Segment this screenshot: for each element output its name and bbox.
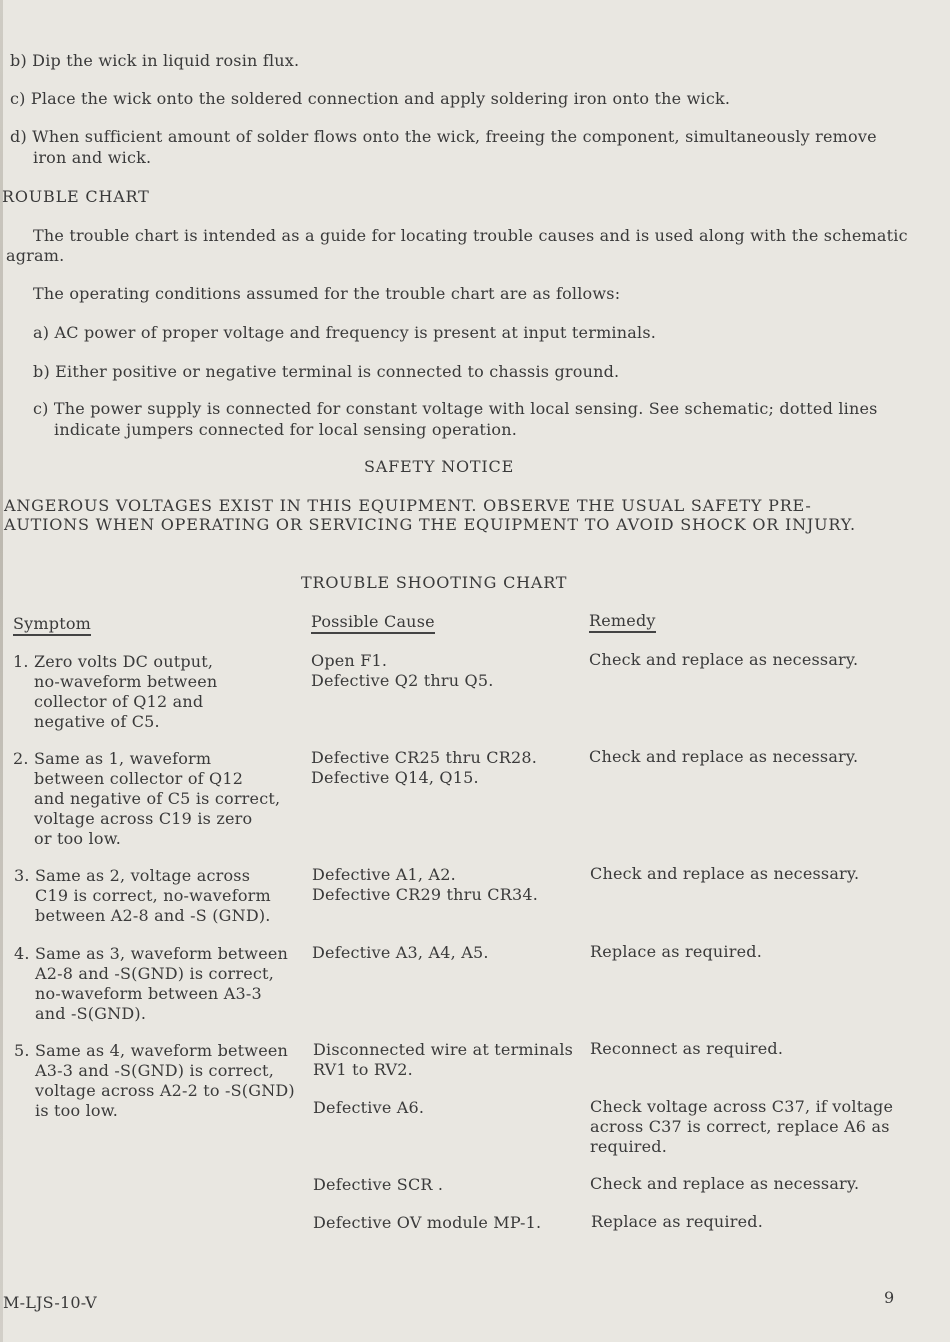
step-c: c) Place the wick onto the soldered connection and apply soldering iron onto the wick. — [10, 89, 731, 108]
row5-remedy-4: Replace as required. — [591, 1212, 763, 1231]
row1-remedy: Check and replace as necessary. — [589, 650, 859, 669]
row3-symptom: 3. Same as 2, voltage across C19 is correct, no-waveform between A2-8 and -S (GND). — [14, 866, 271, 925]
row5-symptom: 5. Same as 4, waveform between A3-3 and -S(GND) is correct, voltage across A2-2 to -S(GND) is too low. — [14, 1041, 295, 1120]
row5-cause-1: Disconnected wire at terminals RV1 to RV2. — [313, 1040, 574, 1079]
safety-notice-title: SAFETY NOTICE — [364, 457, 515, 476]
row2-cause: Defective CR25 thru CR28. Defective Q14, Q15. — [311, 748, 538, 787]
row5-cause-4: Defective OV module MP-1. — [313, 1213, 542, 1232]
row5-cause-3: Defective SCR . — [313, 1175, 444, 1194]
intro-paragraph-line2: agram. — [6, 246, 65, 265]
row1-symptom: 1. Zero volts DC output, no-waveform between collector of Q12 and negative of C5. — [13, 652, 218, 731]
header-remedy: Remedy — [589, 611, 656, 631]
intro-paragraph-line1: The trouble chart is intended as a guide for locating trouble causes and is used along with the schematic — [33, 226, 908, 245]
section-heading: ROUBLE CHART — [2, 187, 150, 206]
row5-remedy-1: Reconnect as required. — [590, 1039, 784, 1058]
row2-symptom: 2. Same as 1, waveform between collector of Q12 and negative of C5 is correct, voltage across C19 is zero or too low. — [13, 749, 281, 848]
footer-doc-id: M-LJS-10-V — [3, 1293, 97, 1312]
row3-cause: Defective A1, A2. Defective CR29 thru CR34. — [312, 865, 539, 904]
row3-remedy: Check and replace as necessary. — [590, 864, 860, 883]
row4-symptom: 4. Same as 3, waveform between A2-8 and -S(GND) is correct, no-waveform between A3-3 and -S(GND). — [14, 944, 289, 1023]
chart-title: TROUBLE SHOOTING CHART — [301, 573, 568, 592]
row1-cause: Open F1. Defective Q2 thru Q5. — [311, 651, 494, 690]
step-b: b) Dip the wick in liquid rosin flux. — [10, 51, 300, 70]
row5-remedy-3: Check and replace as necessary. — [590, 1174, 860, 1193]
row4-cause: Defective A3, A4, A5. — [312, 943, 489, 962]
step-d-line1: d) When sufficient amount of solder flows onto the wick, freeing the component, simultaneously remove — [10, 127, 877, 146]
header-symptom: Symptom — [13, 614, 91, 634]
row5-cause-2: Defective A6. — [313, 1098, 425, 1117]
row2-remedy: Check and replace as necessary. — [589, 747, 859, 766]
condition-a: a) AC power of proper voltage and frequency is present at input terminals. — [33, 323, 657, 342]
footer-page-number: 9 — [884, 1288, 895, 1307]
row5-remedy-2: Check voltage across C37, if voltage across C37 is correct, replace A6 as required. — [590, 1097, 894, 1156]
header-possible-cause: Possible Cause — [311, 612, 435, 632]
row4-remedy: Replace as required. — [590, 942, 762, 961]
step-d-line2: iron and wick. — [33, 148, 152, 167]
condition-b: b) Either positive or negative terminal is connected to chassis ground. — [33, 362, 620, 381]
safety-notice-line1: ANGEROUS VOLTAGES EXIST IN THIS EQUIPMENT. OBSERVE THE USUAL SAFETY PRE- — [4, 496, 812, 515]
conditions-intro: The operating conditions assumed for the trouble chart are as follows: — [33, 284, 621, 303]
condition-c-line2: indicate jumpers connected for local sensing operation. — [54, 420, 518, 439]
safety-notice-line2: AUTIONS WHEN OPERATING OR SERVICING THE EQUIPMENT TO AVOID SHOCK OR INJURY. — [4, 515, 856, 534]
condition-c-line1: c) The power supply is connected for constant voltage with local sensing. See schematic; dotted lines — [33, 399, 878, 418]
